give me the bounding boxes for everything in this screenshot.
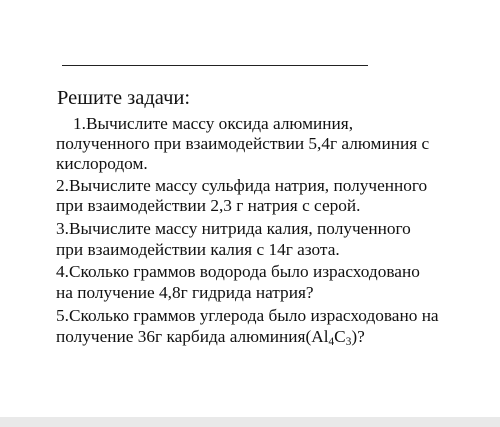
task-line-7: при взаимодействии калия с 14г азота. <box>56 240 340 259</box>
formula-prefix: получение 36г карбида алюминия(Al <box>56 327 329 346</box>
bottom-edge-bar <box>0 417 500 427</box>
task-line-10: 5.Сколько граммов углерода было израсходовано на <box>56 306 439 325</box>
task-line-5: при взаимодействии 2,3 г натрия с серой. <box>56 196 361 215</box>
formula-subscript-3: 3 <box>345 335 352 348</box>
task-line-8: 4.Сколько граммов водорода было израсходовано <box>56 262 420 281</box>
task-line-4: 2.Вычислите массу сульфида натрия, полученного <box>56 176 428 195</box>
task-line-1: 1.Вычислите массу оксида алюминия, <box>73 114 354 133</box>
formula-carbon: C <box>334 327 346 346</box>
document-title: Решите задачи: <box>57 87 191 109</box>
formula-subscript-4: 4 <box>328 335 335 348</box>
task-line-6: 3.Вычислите массу нитрида калия, полученного <box>56 219 411 238</box>
task-line-11 <box>56 327 365 347</box>
top-divider-line <box>62 65 368 66</box>
task-line-9: на получение 4,8г гидрида натрия? <box>56 283 314 302</box>
formula-suffix: )? <box>351 327 365 346</box>
task-line-3: кислородом. <box>56 154 148 173</box>
task-line-2: полученного при взаимодействии 5,4г алюминия с <box>56 134 430 153</box>
